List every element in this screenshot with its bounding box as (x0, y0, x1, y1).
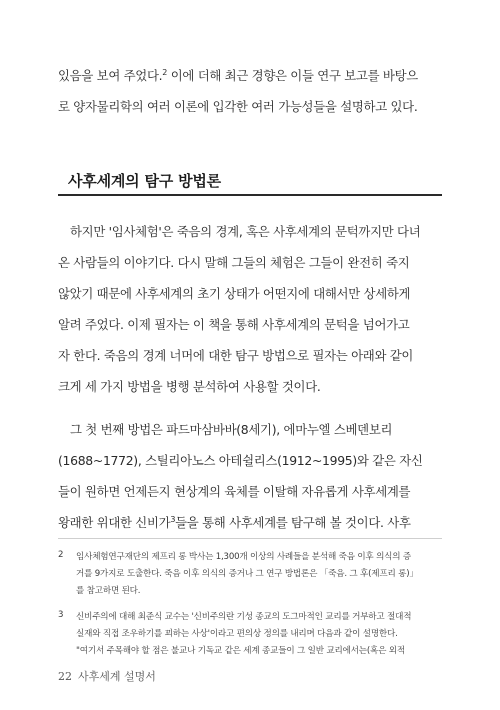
footnote-line: 신비주의에 대해 최준식 교수는 '신비주의란 기성 종교의 도그마적인 교리를 거부하고 절대적 (76, 612, 412, 622)
footnote-line: 거를 9가지로 도출한다. 죽음 이후 의식의 증거나 그 연구 방법론은 「죽음. 그 후(제프리 롱)」 (76, 569, 418, 579)
body-line: 크게 세 가지 방법을 병행 분석하여 사용할 것이다. (58, 379, 321, 394)
body-line: 자 한다. 죽음의 경계 너머에 대한 탐구 방법으로 필자는 아래와 같이 (58, 348, 414, 363)
body-line: 그 첫 번째 방법은 파드마삼바바(8세기), 에마누엘 스베덴보리 (70, 422, 393, 437)
footnote-mark[interactable]: 2 (162, 67, 168, 77)
footnote-3 (58, 610, 448, 624)
body-text: 들을 통해 사후세계를 탐구해 볼 것이다. 사후 (175, 515, 411, 530)
section-title: 사후세계의 탐구 방법론 (68, 172, 221, 190)
footnote-line: 실재와 직접 조우하기를 꾀하는 사상'이라고 편의상 정의를 내리며 다음과 같이 설명한다. (76, 629, 398, 639)
body-line: 않았기 때문에 사후세계의 초기 상태가 어떤지에 대해서만 상세하게 (58, 286, 411, 301)
body-line (58, 513, 442, 531)
body-line: (1688~1772), 스틸리아노스 아테쉴리스(1912~1995)와 같은 자신 (58, 453, 423, 468)
running-title: 사후세계 설명서 (78, 670, 156, 683)
body-text: 왕래한 위대한 신비가 (58, 515, 171, 530)
page-footer (58, 668, 156, 684)
footnote-number: 2 (58, 550, 64, 560)
footnote-divider (58, 538, 442, 539)
body-line: 온 사람들의 이야기다. 다시 말해 그들의 체험은 그들이 완전히 죽지 (58, 255, 410, 270)
section-divider (58, 194, 442, 196)
footnote-2 (58, 550, 448, 564)
body-line (58, 66, 442, 84)
footnote-number: 3 (58, 610, 64, 620)
body-line: 알려 주었다. 이제 필자는 이 책을 통해 사후세계의 문턱을 넘어가고 (58, 317, 410, 332)
footnote-mark[interactable]: 3 (170, 514, 176, 524)
body-line: 로 양자물리학의 여러 이론에 입각한 여러 가능성들을 설명하고 있다. (58, 99, 418, 114)
body-text: 있음을 보여 주었다. (58, 68, 163, 83)
body-line: 들이 원하면 언제든지 현상계의 육체를 이탈해 자유롭게 사후세계를 (58, 484, 411, 499)
footnote-line: 를 참고하면 된다. (76, 586, 141, 596)
footnote-line: "여기서 주목해야 할 점은 불교나 기독교 같은 세계 종교들이 그 일반 교리에서는(혹은 외적 (76, 646, 405, 656)
body-line: 하지만 '임사체험'은 죽음의 경계, 혹은 사후세계의 문턱까지만 다녀 (70, 224, 421, 239)
page-number: 22 (58, 670, 72, 683)
footnote-line: 임사체험연구재단의 제프리 롱 박사는 1,300개 이상의 사례들을 분석해 죽음 이후 의식의 증 (76, 552, 412, 562)
body-text: 이에 더해 최근 경향은 이들 연구 보고를 바탕으 (167, 68, 418, 83)
